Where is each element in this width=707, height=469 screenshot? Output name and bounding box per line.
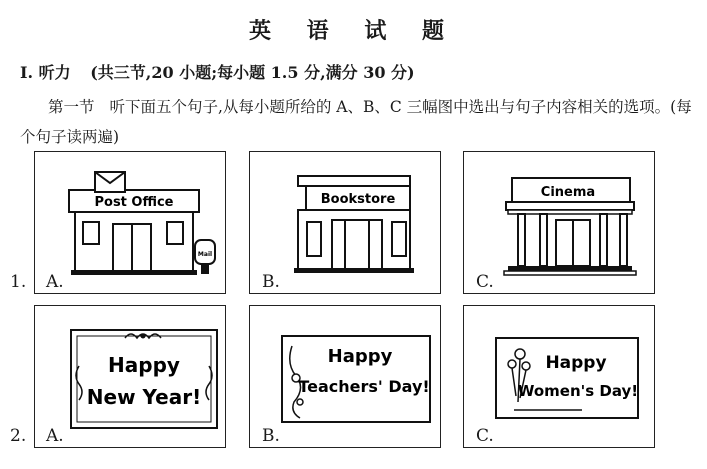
card-line1: Happy bbox=[327, 346, 393, 367]
section-heading bbox=[20, 60, 415, 83]
doc-title: 英 语 试 题 bbox=[249, 18, 458, 44]
mailbox-label: Mail bbox=[197, 251, 213, 258]
question-number: 2. bbox=[10, 426, 27, 446]
option-letter: B. bbox=[262, 272, 280, 292]
instructions bbox=[20, 92, 692, 152]
bookstore-icon bbox=[250, 152, 439, 292]
card-line1: Happy bbox=[108, 353, 180, 377]
option-letter: B. bbox=[262, 426, 280, 446]
part-heading: 第一节 bbox=[48, 98, 95, 116]
section-info: (共三节,20 小题;每小题 1.5 分,满分 30 分) bbox=[90, 63, 415, 82]
cinema-sign: Cinema bbox=[540, 185, 596, 200]
post-office-sign: Post Office bbox=[94, 195, 174, 210]
womens-day-card-icon bbox=[464, 306, 653, 446]
post-office-icon bbox=[35, 152, 224, 292]
option-letter: C. bbox=[476, 272, 494, 292]
card-line2: Teachers' Day! bbox=[298, 377, 430, 396]
section-label: Ⅰ. 听力 bbox=[20, 63, 71, 82]
part-text: 听下面五个句子,从每小题所给的 A、B、C 三幅图中选出与句子内容相关的选项。(每个句子读两遍) bbox=[20, 98, 692, 146]
option-letter: A. bbox=[46, 272, 64, 292]
card-line2: New Year! bbox=[86, 385, 202, 409]
option-letter: A. bbox=[46, 426, 64, 446]
question-number: 1. bbox=[10, 272, 27, 292]
cinema-icon bbox=[464, 152, 653, 292]
option-letter: C. bbox=[476, 426, 494, 446]
card-line1: Happy bbox=[545, 353, 607, 373]
card-line2: Women's Day! bbox=[517, 382, 639, 400]
new-year-card-icon bbox=[35, 306, 224, 446]
teachers-day-card-icon bbox=[250, 306, 439, 446]
bookstore-sign: Bookstore bbox=[320, 192, 396, 207]
